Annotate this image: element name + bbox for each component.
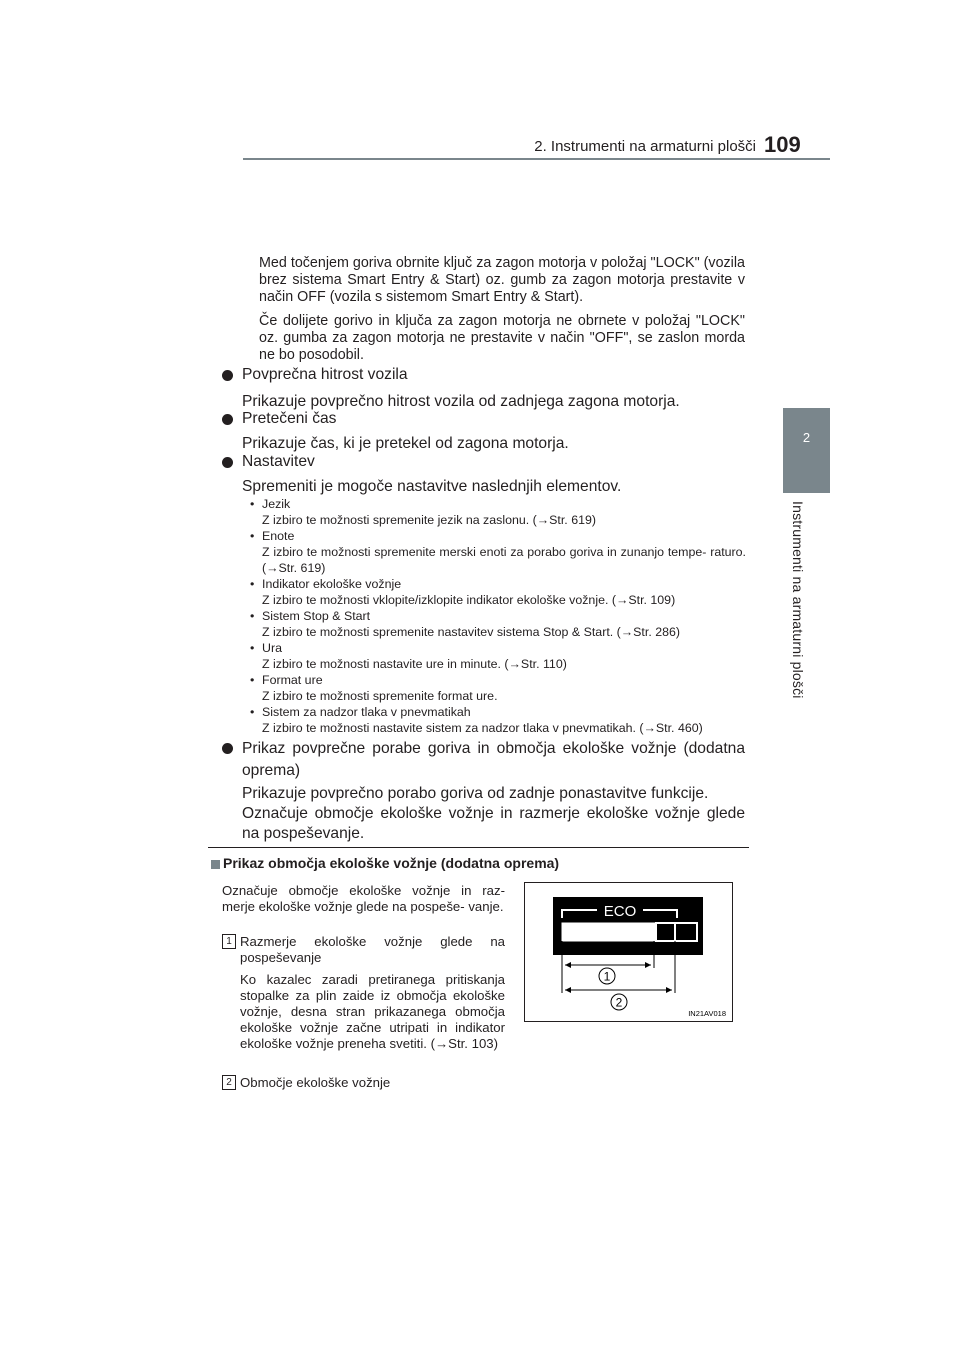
setting-desc-eco-indicator: Z izbiro te možnosti vklopite/izklopite indikator ekološke vožnje. (→Str. 109) xyxy=(262,593,676,607)
setting-name-jezik: Jezik xyxy=(262,497,291,511)
setting-desc-stop-start: Z izbiro te možnosti spremenite nastavitev sistema Stop & Start. (→Str. 286) xyxy=(262,625,681,639)
callout-number-2: 2 xyxy=(222,1075,236,1090)
list-note-1: Ko kazalec zaradi pretiranega pritiskanja stopalke za plin zaide iz območja ekološke vožnje, desna stran prikazanega območja ekološke vožnje začne utripati in indikator ekološke vožnje preneha svetiti. (→Str. 103) xyxy=(240,972,505,1051)
item-desc-eco-2: Označuje območje ekološke vožnje in razmerje ekološke vožnje glede na pospeševanje. xyxy=(242,805,745,842)
eco-label: ECO xyxy=(603,903,637,920)
list-label-1: Razmerje ekološke vožnje glede na pospeševanje xyxy=(240,934,505,965)
figure-code: IN21AV018 xyxy=(688,1009,726,1018)
item-title-settings: Nastavitev xyxy=(242,453,315,470)
bullet-dot xyxy=(222,457,233,468)
list-label-2: Območje ekološke vožnje xyxy=(240,1075,391,1090)
chapter-number: 2 xyxy=(802,430,811,445)
setting-desc-jezik: Z izbiro te možnosti spremenite jezik na zaslonu. (→Str. 619) xyxy=(262,513,596,527)
intro-paragraph-1: Med točenjem goriva obrnite ključ za zagon motorja v položaj "LOCK" (vozila brez sistema Smart Entry & Start) oz. gumb za zagon motorja prestavite v način OFF (vozila s sistemom Smart Entry & Start). xyxy=(259,255,745,305)
eco-zone-diagram xyxy=(525,883,732,1021)
item-desc-avg-speed: Prikazuje povprečno hitrost vozila od zadnjega zagona motorja. xyxy=(242,393,680,410)
item-title-eco: Prikaz povprečne porabe goriva in območja ekološke vožnje (dodatna oprema) xyxy=(242,740,745,779)
setting-name-enote: Enote xyxy=(262,529,295,543)
setting-desc-enote: Z izbiro te možnosti spremenite merski enoti za porabo goriva in zunanjo tempe- raturo. (→Str. 619) xyxy=(262,545,746,575)
setting-desc-format-ure: Z izbiro te možnosti spremenite format ure. xyxy=(262,689,498,703)
eco-ratio-bar xyxy=(562,923,656,941)
setting-desc-tpms: Z izbiro te možnosti nastavite sistem za nadzor tlaka v pnevmatikah. (→Str. 460) xyxy=(262,721,703,735)
callout-text-1: 1 xyxy=(603,969,611,984)
setting-name-ura: Ura xyxy=(262,641,282,655)
intro-paragraph-2: Če dolijete gorivo in ključa za zagon motorja ne obrnete v položaj "LOCK" oz. gumba za zagon motorja ne prestavite v način "OFF", se zaslon morda ne bo posodobil. xyxy=(259,313,745,363)
section-divider xyxy=(208,847,749,848)
chapter-title: Instrumenti na armaturni plošči xyxy=(790,501,806,699)
setting-name-stop-start: Sistem Stop & Start xyxy=(262,609,371,623)
bullet-dot xyxy=(222,414,233,425)
eco-zone-figure xyxy=(524,882,733,1022)
setting-name-format-ure: Format ure xyxy=(262,673,323,687)
item-desc-settings: Spremeniti je mogoče nastavitve naslednjih elementov. xyxy=(242,478,622,495)
page-number: 109 xyxy=(764,132,801,157)
bullet-dot xyxy=(222,743,233,754)
item-title-elapsed: Pretečeni čas xyxy=(242,410,337,427)
header-rule xyxy=(243,158,830,160)
section-title: 2. Instrumenti na armaturni plošči xyxy=(534,138,756,155)
subsection-title: Prikaz območja ekološke vožnje (dodatna oprema) xyxy=(223,855,560,871)
setting-name-eco-indicator: Indikator ekološke vožnje xyxy=(262,577,402,591)
chapter-tab xyxy=(783,408,830,493)
item-desc-eco-1: Prikazuje povprečno porabo goriva od zadnje ponastavitve funkcije. xyxy=(242,785,709,802)
item-title-avg-speed: Povprečna hitrost vozila xyxy=(242,366,408,383)
heading-square-icon xyxy=(211,860,220,869)
setting-desc-ura: Z izbiro te možnosti nastavite ure in minute. (→Str. 110) xyxy=(262,657,567,671)
callout-number-1: 1 xyxy=(222,934,236,949)
bullet-dot xyxy=(222,370,233,381)
item-desc-elapsed: Prikazuje čas, ki je pretekel od zagona motorja. xyxy=(242,435,569,452)
subsection-intro: Označuje območje ekološke vožnje in raz- merje ekološke vožnje glede na pospeše- vanje. xyxy=(222,883,505,914)
setting-name-tpms: Sistem za nadzor tlaka v pnevmatikah xyxy=(262,705,471,719)
callout-text-2: 2 xyxy=(615,995,623,1010)
